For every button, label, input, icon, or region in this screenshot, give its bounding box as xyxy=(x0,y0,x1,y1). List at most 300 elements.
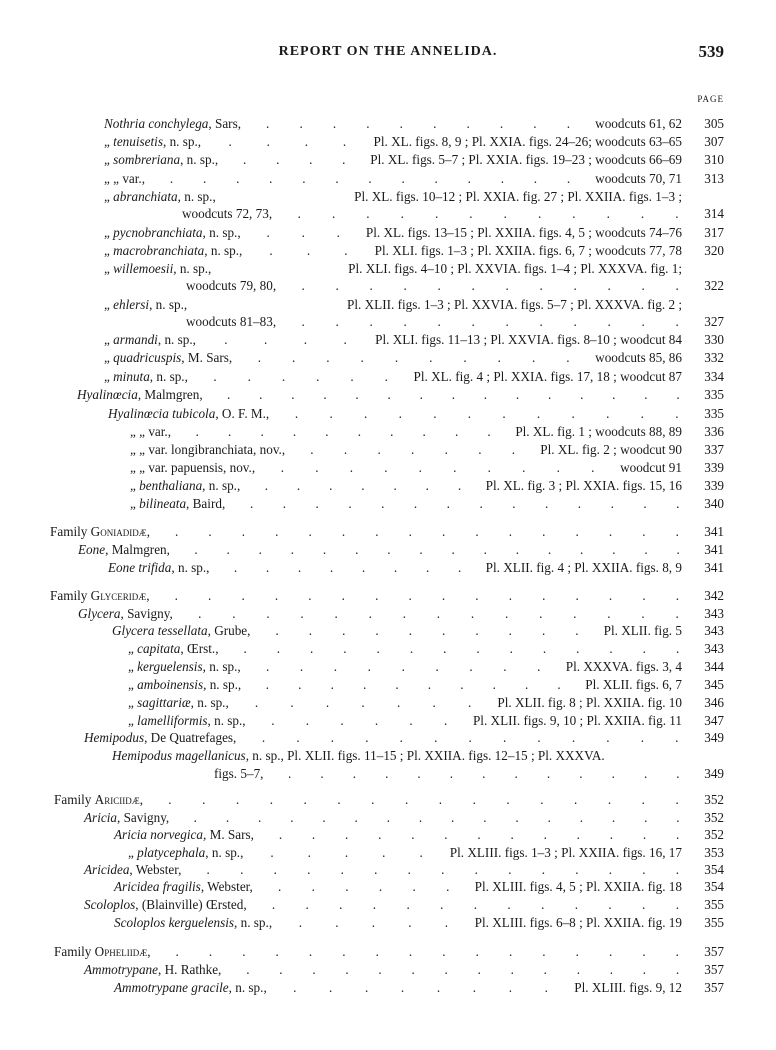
species-name: abranchiata xyxy=(113,189,178,204)
entry-label xyxy=(128,676,241,693)
family-heading: Family Glyceridæ, xyxy=(50,588,150,603)
species-name: Hemipodus magellanicus xyxy=(112,748,246,763)
page-ref: 355 xyxy=(704,897,724,912)
plate-reference: Pl. XLII. fig. 5 xyxy=(603,623,682,638)
index-entry xyxy=(0,809,776,826)
entry-authority: , n. sp., Pl. XLII. figs. 11–15 ; Pl. XXIIA. figs. 12–15 ; Pl. XXXVA. xyxy=(245,748,605,763)
entry-authority: , Grube, xyxy=(207,623,251,638)
leader-dots: . . . . . . . . . . . . xyxy=(294,406,679,421)
plate-reference: Pl. XL. fig. 2 ; woodcut 90 xyxy=(540,442,682,457)
leader-dots: . . . . . . . . . . . . . . . xyxy=(198,606,679,621)
plate-reference: Pl. XL. fig. 3 ; Pl. XXIA. figs. 15, 16 xyxy=(485,478,682,493)
page-ref: 339 xyxy=(704,478,724,493)
species-name: Eone xyxy=(78,542,106,557)
family-heading: Family Ariciidæ, xyxy=(54,792,143,807)
leader-dots: . . . . . . . . xyxy=(233,560,462,575)
index-entry xyxy=(0,459,776,476)
plate-reference: Pl. XLII. figs. 9, 10 ; Pl. XXIIA. fig. 11 xyxy=(472,713,682,728)
species-name: sagittariæ xyxy=(137,695,191,710)
ditto-mark: „ xyxy=(104,332,110,347)
page-ref: 343 xyxy=(704,623,724,638)
index-entry xyxy=(0,844,776,861)
index-entry xyxy=(0,640,776,657)
entry-label xyxy=(114,826,254,843)
entry-label xyxy=(84,961,221,978)
page-ref: 320 xyxy=(704,243,724,258)
page-ref: 335 xyxy=(704,406,724,421)
entry-label xyxy=(78,605,173,622)
species-name: macrobranchiata xyxy=(113,243,205,258)
index-entry xyxy=(0,115,776,132)
species-name: Aricia norvegica xyxy=(114,827,203,842)
plate-reference: Pl. XLIII. figs. 4, 5 ; Pl. XXIIA. fig. 18 xyxy=(474,879,682,894)
leader-dots: . . . . . . . . . xyxy=(266,659,541,674)
page-ref: 339 xyxy=(704,460,724,475)
index-entry xyxy=(0,188,776,205)
entry-label xyxy=(108,405,269,422)
leader-dots: . . . . . . . . . . . . . . xyxy=(243,641,680,656)
index-entry xyxy=(0,386,776,403)
species-name: Glycera xyxy=(78,606,121,621)
species-name: pycnobranchiata xyxy=(113,225,203,240)
page-ref: 310 xyxy=(704,152,724,167)
plate-reference: Pl. XXXVA. figs. 3, 4 xyxy=(565,659,682,674)
index-entry xyxy=(0,133,776,150)
leader-dots: . . . . . . . . . . . . . xyxy=(261,730,679,745)
species-name: benthaliana xyxy=(139,478,203,493)
page-ref: 337 xyxy=(704,442,724,457)
species-name: Aricia xyxy=(84,810,117,825)
ditto-mark: „ xyxy=(128,659,134,674)
leader-dots: . . . . . . . . . . . . xyxy=(297,206,679,221)
entry-label xyxy=(104,331,196,348)
species-name: Ammotrypane gracile xyxy=(114,980,229,995)
page-ref: 344 xyxy=(704,659,724,674)
family-heading: Family Opheliidæ, xyxy=(54,944,151,959)
entry-label xyxy=(104,260,211,277)
plate-reference: Pl. XL. fig. 4 ; Pl. XXIA. figs. 17, 18 ; woodcut 87 xyxy=(413,369,682,384)
index-entry xyxy=(0,878,776,895)
entry-label xyxy=(114,878,253,895)
index-entry xyxy=(0,495,776,512)
species-name: lamelliformis xyxy=(137,713,208,728)
leader-dots: . . . . . . . . . . xyxy=(266,116,570,131)
plate-reference: Pl. XLIII. figs. 1–3 ; Pl. XXIIA. figs. 16, 17 xyxy=(449,845,682,860)
plate-reference: Pl. XLI. figs. 4–10 ; Pl. XXVIA. figs. 1–4 ; Pl. XXXVA. fig. 1; xyxy=(348,261,682,276)
index-entry xyxy=(0,368,776,385)
plate-reference: Pl. XLI. figs. 1–3 ; Pl. XXIIA. figs. 6, 7 ; woodcuts 77, 78 xyxy=(374,243,682,258)
entry-label xyxy=(104,115,241,132)
ditto-mark: „ xyxy=(104,297,110,312)
index-entry xyxy=(0,961,776,978)
entry-authority: , n. sp., xyxy=(162,134,202,149)
entry-label xyxy=(130,459,255,476)
ditto-mark: „ „ xyxy=(130,460,146,475)
entry-authority: , n. sp., xyxy=(149,297,188,312)
leader-dots: . . . . . . xyxy=(271,713,448,728)
entry-authority: , Webster, xyxy=(200,879,253,894)
entry-authority: , M. Sars, xyxy=(203,827,254,842)
index-entry xyxy=(0,313,776,330)
ditto-mark: „ xyxy=(104,134,110,149)
index-entry xyxy=(0,441,776,458)
entry-authority: , O. F. M., xyxy=(215,406,270,421)
entry-label xyxy=(84,896,247,913)
entry-label xyxy=(104,151,218,168)
index-entry xyxy=(0,791,776,808)
ditto-mark: „ xyxy=(128,713,134,728)
plate-reference: Pl. XLI. figs. 11–13 ; Pl. XXVIA. figs. 8–10 ; woodcut 84 xyxy=(375,332,682,347)
entry-authority: , n. sp., xyxy=(190,695,229,710)
index-entry xyxy=(0,896,776,913)
page-ref: 340 xyxy=(704,496,724,511)
index-entry xyxy=(0,747,776,764)
entry-label xyxy=(104,188,216,205)
plate-reference: Pl. XL. figs. 5–7 ; Pl. XXIA. figs. 19–23 ; woodcuts 66–69 xyxy=(370,152,682,167)
entry-label xyxy=(84,729,236,746)
entry-authority: , Sars, xyxy=(208,116,241,131)
leader-dots: . . . . . . . . . . . . . . . . xyxy=(168,792,679,807)
leader-dots: . . . . xyxy=(228,134,347,149)
index-entry xyxy=(0,296,776,313)
plate-reference: woodcuts 85, 86 xyxy=(595,350,682,365)
leader-dots: . . . . . xyxy=(298,915,449,930)
entry-authority: var. longibranchiata, nov., xyxy=(148,442,286,457)
species-name: amboinensis xyxy=(137,677,204,692)
page-ref: 353 xyxy=(704,845,724,860)
entry-authority: , Malmgren, xyxy=(137,387,203,402)
entry-label xyxy=(128,694,229,711)
entry-authority: , n. sp., xyxy=(205,845,244,860)
entry-authority: , n. sp., xyxy=(149,369,188,384)
entry-authority: , n. sp., xyxy=(234,915,273,930)
page-ref: 354 xyxy=(704,862,724,877)
page-ref: 305 xyxy=(704,116,724,131)
species-name: capitata xyxy=(137,641,181,656)
entry-authority: , Webster, xyxy=(129,862,182,877)
plate-reference: Pl. XL. figs. 13–15 ; Pl. XXIIA. figs. 4, 5 ; woodcuts 74–76 xyxy=(365,225,682,240)
entry-authority: , Œrst., xyxy=(180,641,219,656)
entry-label xyxy=(128,658,241,675)
entry-authority: , (Blainville) Œrsted, xyxy=(135,897,247,912)
entry-continuation: woodcuts 72, 73, xyxy=(182,206,273,221)
leader-dots: . . . . . . . . . . . . . . . xyxy=(227,387,680,402)
page-ref: 341 xyxy=(704,524,724,539)
page-ref: 341 xyxy=(704,542,724,557)
entry-label xyxy=(128,712,246,729)
species-name: Ammotrypane xyxy=(84,962,158,977)
entry-label xyxy=(128,640,219,657)
plate-reference: Pl. XLII. figs. 1–3 ; Pl. XXVIA. figs. 5–7 ; Pl. XXXVA. fig. 2 ; xyxy=(347,297,682,312)
entry-authority: , n. sp., xyxy=(177,189,216,204)
index-entry xyxy=(0,712,776,729)
page-ref: 341 xyxy=(704,560,724,575)
index-entry xyxy=(0,151,776,168)
index-entry xyxy=(0,559,776,576)
page-ref: 342 xyxy=(704,588,724,603)
page-ref: 336 xyxy=(704,424,724,439)
entry-authority: var., xyxy=(122,171,146,186)
plate-reference: woodcuts 70, 71 xyxy=(595,171,682,186)
ditto-mark: „ xyxy=(130,496,136,511)
index-entry xyxy=(0,277,776,294)
index-entry xyxy=(0,523,776,540)
index-entry xyxy=(0,729,776,746)
ditto-mark: „ xyxy=(128,695,134,710)
entry-authority: , n. sp., xyxy=(228,980,267,995)
species-name: willemoesii xyxy=(113,261,174,276)
index-entry xyxy=(0,979,776,996)
page-ref: 349 xyxy=(704,766,724,781)
page-ref: 347 xyxy=(704,713,724,728)
entry-label xyxy=(114,979,267,996)
page-ref: 335 xyxy=(704,387,724,402)
leader-dots: . . . . . . . . . . . . . xyxy=(271,897,679,912)
index-entry xyxy=(0,914,776,931)
index-entry xyxy=(0,826,776,843)
entry-label xyxy=(128,844,243,861)
leader-dots: . . . . . . . . . . xyxy=(280,460,595,475)
ditto-mark: „ xyxy=(104,261,110,276)
page-ref: 332 xyxy=(704,350,724,365)
species-name: ehlersi xyxy=(113,297,150,312)
species-name: Aricidea fragilis xyxy=(114,879,201,894)
page-ref: 346 xyxy=(704,695,724,710)
index-entry xyxy=(0,658,776,675)
species-name: kerguelensis xyxy=(137,659,203,674)
entry-continuation: figs. 5–7, xyxy=(214,766,264,781)
entry-label xyxy=(112,747,605,764)
index-entry xyxy=(0,423,776,440)
leader-dots: . . . . xyxy=(243,152,346,167)
plate-reference: woodcuts 61, 62 xyxy=(595,116,682,131)
page-ref: 345 xyxy=(704,677,724,692)
entry-label xyxy=(104,349,232,366)
entry-authority: , n. sp., xyxy=(180,152,219,167)
entry-label xyxy=(78,541,170,558)
index-entry xyxy=(0,170,776,187)
entry-label xyxy=(84,861,181,878)
ditto-mark: „ xyxy=(104,350,110,365)
index-entry xyxy=(0,605,776,622)
entry-label xyxy=(114,914,272,931)
species-name: tenuisetis xyxy=(113,134,163,149)
index-entry xyxy=(0,405,776,422)
species-name: Hyalinœcia tubicola xyxy=(108,406,216,421)
leader-dots: . . . . . . . . . . . . . . xyxy=(249,496,680,511)
species-name: bilineata xyxy=(139,496,187,511)
page-ref: 352 xyxy=(704,827,724,842)
species-name: sombreriana xyxy=(113,152,181,167)
index-entry xyxy=(0,765,776,782)
page-ref: 307 xyxy=(704,134,724,149)
species-name: platycephala xyxy=(137,845,206,860)
entry-authority: , n. sp., xyxy=(207,713,246,728)
ditto-mark: „ xyxy=(104,243,110,258)
index-entry xyxy=(0,676,776,693)
page-ref: 317 xyxy=(704,225,724,240)
entry-label xyxy=(130,441,285,458)
entry-authority: , Malmgren, xyxy=(105,542,170,557)
ditto-mark: „ „ xyxy=(130,442,146,457)
plate-reference: Pl. XL. fig. 1 ; woodcuts 88, 89 xyxy=(515,424,682,439)
index-entry xyxy=(0,477,776,494)
entry-authority: , M. Sars, xyxy=(181,350,233,365)
page-column-label: PAGE xyxy=(697,94,724,104)
page-ref: 354 xyxy=(704,879,724,894)
page-ref: 357 xyxy=(704,944,724,959)
leader-dots: . . . . . . xyxy=(213,369,388,384)
ditto-mark: „ xyxy=(104,152,110,167)
page-ref: 334 xyxy=(704,369,724,384)
entry-authority: , n. sp., xyxy=(202,225,241,240)
entry-continuation: woodcuts 81–83, xyxy=(186,314,277,329)
index-entry xyxy=(0,694,776,711)
leader-dots: . . . . . . . . . . . . . xyxy=(169,171,571,186)
page-ref: 327 xyxy=(704,314,724,329)
index-entry xyxy=(0,622,776,639)
page-ref: 352 xyxy=(704,810,724,825)
species-name: Nothria conchylega xyxy=(104,116,209,131)
plate-reference: Pl. XLII. figs. 6, 7 xyxy=(585,677,682,692)
entry-authority: , n. sp., xyxy=(202,478,241,493)
index-entry xyxy=(0,861,776,878)
entry-label xyxy=(104,368,188,385)
leader-dots: . . . . . xyxy=(270,845,423,860)
index-entry xyxy=(0,349,776,366)
index-entry xyxy=(0,224,776,241)
leader-dots: . . . . . . . . . . . . xyxy=(301,314,679,329)
entry-label xyxy=(104,224,241,241)
species-name: Aricidea xyxy=(84,862,130,877)
entry-label xyxy=(104,242,242,259)
leader-dots: . . . . . . . . . . xyxy=(257,350,570,365)
page-ref: 322 xyxy=(704,278,724,293)
species-name: Scoloplos kerguelensis xyxy=(114,915,235,930)
page-ref: 313 xyxy=(704,171,724,186)
leader-dots: . . . . . . . . . . . . . . . xyxy=(206,862,680,877)
page-ref: 357 xyxy=(704,980,724,995)
leader-dots: . . . xyxy=(269,243,348,258)
entry-label xyxy=(77,386,203,403)
leader-dots: . . . . . . . xyxy=(264,478,462,493)
ditto-mark: „ „ xyxy=(130,424,146,439)
species-name: Hyalinœcia xyxy=(77,387,138,402)
index-entry xyxy=(0,260,776,277)
species-name: minuta xyxy=(113,369,150,384)
leader-dots: . . . . . . . . . . . . . . xyxy=(246,962,680,977)
ditto-mark: „ xyxy=(128,641,134,656)
index-entry xyxy=(0,943,776,960)
page-ref: 357 xyxy=(704,962,724,977)
leader-dots: . . . . . . . . . . . . . xyxy=(287,766,680,781)
ditto-mark: „ xyxy=(104,369,110,384)
entry-authority: , n. sp., xyxy=(171,560,210,575)
leader-dots: . . . . . . . . . . . . . xyxy=(278,827,680,842)
entry-label xyxy=(104,170,145,187)
entry-authority: , n. sp., xyxy=(202,659,241,674)
entry-label xyxy=(104,133,201,150)
ditto-mark: „ xyxy=(130,478,136,493)
family-heading: Family Goniadidæ, xyxy=(50,524,150,539)
page-ref: 343 xyxy=(704,641,724,656)
page-ref: 330 xyxy=(704,332,724,347)
plate-reference: Pl. XLII. fig. 4 ; Pl. XXIIA. figs. 8, 9 xyxy=(485,560,682,575)
entry-label xyxy=(84,809,169,826)
index-entry xyxy=(0,587,776,604)
page-ref: 355 xyxy=(704,915,724,930)
species-name: Eone trifida xyxy=(108,560,172,575)
leader-dots: . . . xyxy=(266,225,340,240)
entry-label xyxy=(104,296,187,313)
entry-authority: , n. sp., xyxy=(204,243,243,258)
ditto-mark: „ xyxy=(104,225,110,240)
entry-authority: , n. sp., xyxy=(157,332,196,347)
running-header-title: REPORT ON THE ANNELIDA. xyxy=(278,44,498,59)
entry-authority: , H. Rathke, xyxy=(157,962,222,977)
entry-label xyxy=(108,559,209,576)
index-entry xyxy=(0,242,776,259)
ditto-mark: „ xyxy=(128,677,134,692)
page-ref: 314 xyxy=(704,206,724,221)
index-entry xyxy=(0,541,776,558)
leader-dots: . . . . . . . . . . xyxy=(275,623,579,638)
plate-reference: Pl. XL. figs. 8, 9 ; Pl. XXIA. figs. 24–26; woodcuts 63–65 xyxy=(373,134,682,149)
entry-label xyxy=(130,495,225,512)
plate-reference: woodcut 91 xyxy=(620,460,682,475)
leader-dots: . . . . . . . . . . . . xyxy=(301,278,679,293)
species-name: armandi xyxy=(113,332,158,347)
index-entry xyxy=(0,205,776,222)
entry-authority: , Savigny, xyxy=(116,810,170,825)
page-ref: 343 xyxy=(704,606,724,621)
leader-dots: . . . . . . . . . . . . . . . . xyxy=(174,588,680,603)
entry-label xyxy=(130,423,171,440)
entry-label xyxy=(130,477,240,494)
entry-authority: var. papuensis, nov., xyxy=(148,460,256,475)
entry-authority: , n. sp., xyxy=(203,677,242,692)
species-name: quadricuspis xyxy=(113,350,182,365)
entry-authority: , Savigny, xyxy=(120,606,173,621)
leader-dots: . . . . . . . xyxy=(310,442,516,457)
plate-reference: Pl. XL. figs. 10–12 ; Pl. XXIA. fig. 27 ; Pl. XXIIA. figs. 1–3 ; xyxy=(354,189,682,204)
leader-dots: . . . . . . . . . . . . . . . . xyxy=(175,524,679,539)
leader-dots: . . . . . . xyxy=(278,879,450,894)
entry-authority: , n. sp., xyxy=(173,261,212,276)
index-entry xyxy=(0,331,776,348)
plate-reference: Pl. XLII. fig. 8 ; Pl. XXIIA. fig. 10 xyxy=(497,695,682,710)
species-name: Glycera tessellata xyxy=(112,623,208,638)
entry-authority: , Baird, xyxy=(186,496,226,511)
species-name: Scoloplos xyxy=(84,897,136,912)
entry-authority: , De Quatrefages, xyxy=(144,730,237,745)
entry-label xyxy=(112,622,250,639)
ditto-mark: „ „ xyxy=(104,171,120,186)
leader-dots: . . . . xyxy=(224,332,347,347)
leader-dots: . . . . . . . . . . xyxy=(265,677,561,692)
plate-reference: Pl. XLIII. figs. 9, 12 xyxy=(574,980,682,995)
leader-dots: . . . . . . . . . . xyxy=(195,424,491,439)
entry-authority: var., xyxy=(148,424,172,439)
leader-dots: . . . . . . . . . . . . . . . . xyxy=(175,944,679,959)
ditto-mark: „ xyxy=(128,845,134,860)
page-ref: 352 xyxy=(704,792,724,807)
leader-dots: . . . . . . . . . . . . . . . . xyxy=(193,810,680,825)
ditto-mark: „ xyxy=(104,189,110,204)
species-name: Hemipodus xyxy=(84,730,145,745)
plate-reference: Pl. XLIII. figs. 6–8 ; Pl. XXIIA. fig. 19 xyxy=(474,915,682,930)
leader-dots: . . . . . . . xyxy=(254,695,472,710)
